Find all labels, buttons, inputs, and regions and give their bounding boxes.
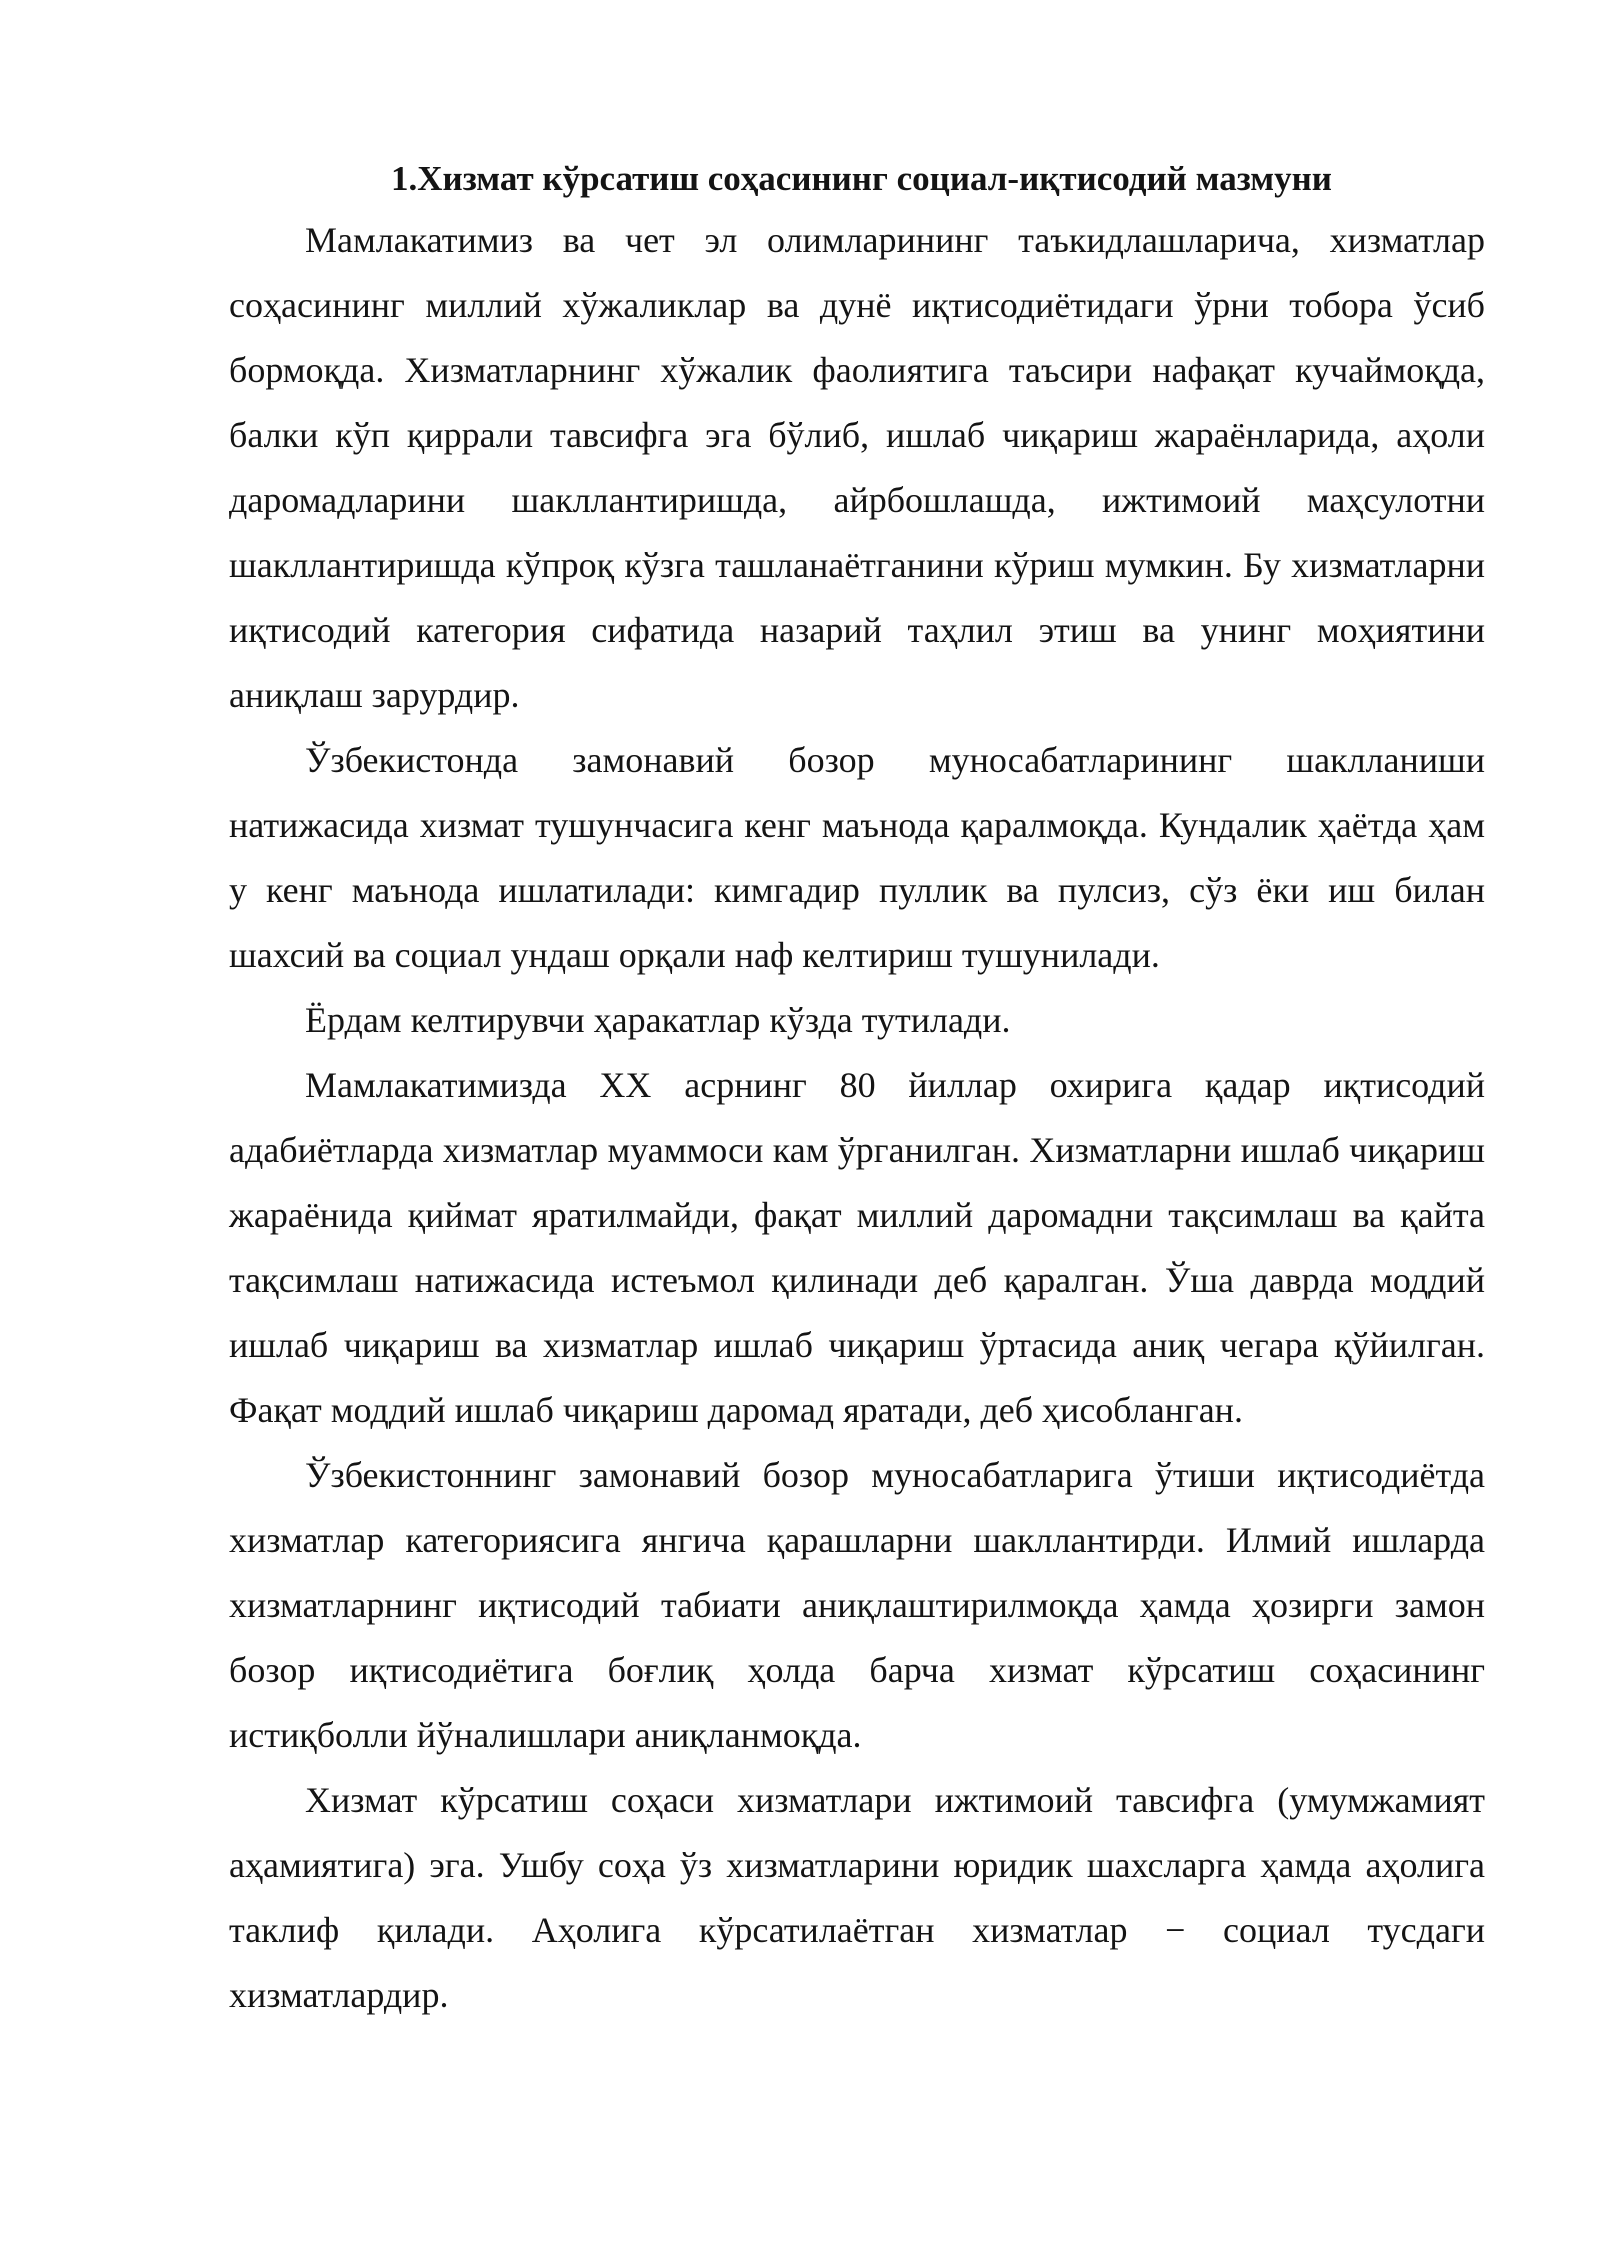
paragraph-5: Ўзбекистоннинг замонавий бозор муносабатларига ўтиши иқтисодиётда хизматлар категориясига янгича қарашларни шакллантирди. Илмий ишларда хизматларнинг иқтисодий табиати аниқлаштирилмоқда ҳамда ҳозирги замон бозор иқтисодиётига боғлиқ ҳолда барча хизмат кўрсатиш соҳасининг истиқболли йўналишлари аниқланмоқда. [229,1455,1485,1755]
paragraph-1: Мамлакатимиз ва чет эл олимларининг таъкидлашларича, хизматлар соҳасининг миллий хўжаликлар ва дунё иқтисодиётидаги ўрни тобора ўсиб бормоқда. Хизматларнинг хўжалик фаолиятига таъсири нафақат кучаймоқда, балки кўп қиррали тавсифга эга бўлиб, ишлаб чиқариш жараёнларида, аҳоли даромадларини шакллантиришда, айрбошлашда, ижтимоий маҳсулотни шакллантиришда кўпроқ кўзга ташланаётганини кўриш мумкин. Бу хизматларни иқтисодий категория сифатида назарий таҳлил этиш ва унинг моҳиятини аниқлаш зарурдир. [229,220,1485,715]
paragraph-3: Ёрдам келтирувчи ҳаракатлар кўзда тутилади. [305,1000,1011,1040]
section-heading: 1.Хизмат кўрсатиш соҳасининг социал-иқтисодий мазмуни [391,159,1332,198]
paragraph-6: Хизмат кўрсатиш соҳаси хизматлари ижтимоий тавсифга (умумжамият аҳамиятига) эга. Ушбу соҳа ўз хизматларини юридик шахсларга ҳамда аҳолига таклиф қилади. Аҳолига кўрсатилаётган хизматлар − социал тусдаги хизматлардир. [229,1780,1485,2015]
paragraph-4: Мамлакатимизда XX асрнинг 80 йиллар охирига қадар иқтисодий адабиётларда хизматлар муаммоси кам ўрганилган. Хизматларни ишлаб чиқариш жараёнида қиймат яратилмайди, фақат миллий даромадни тақсимлаш ва қайта тақсимлаш натижасида истеъмол қилинади деб қаралган. Ўша даврда моддий ишлаб чиқариш ва хизматлар ишлаб чиқариш ўртасида аниқ чегара қўйилган. Фақат моддий ишлаб чиқариш даромад яратади, деб ҳисобланган. [229,1065,1485,1430]
document-body [229,150,1485,2028]
paragraph-2: Ўзбекистонда замонавий бозор муносабатларининг шаклланиши натижасида хизмат тушунчасига кенг маънода қаралмоқда. Кундалик ҳаётда ҳам у кенг маънода ишлатилади: кимгадир пуллик ва пулсиз, сўз ёки иш билан шахсий ва социал ундаш орқали наф келтириш тушунилади. [229,740,1485,975]
